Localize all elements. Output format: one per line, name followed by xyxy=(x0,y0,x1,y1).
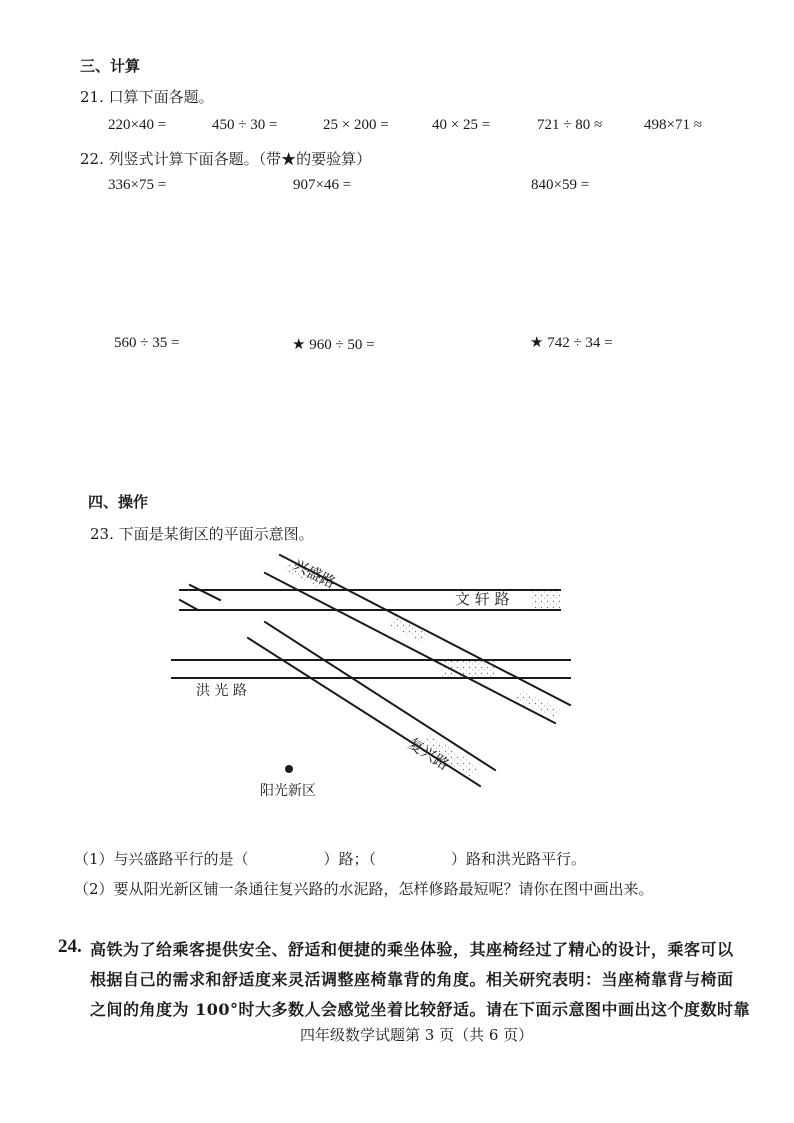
q22-row2-item-2: ★ 960 ÷ 50 = xyxy=(292,337,375,353)
section-three-title: 三、计算 xyxy=(80,57,141,75)
page-footer: 四年级数学试题第 3 页（共 6 页） xyxy=(300,1026,534,1044)
q23-sub1: （1）与兴盛路平行的是（ ）路；（ ）路和洪光路平行。 xyxy=(74,850,587,868)
q24-line-1: 高铁为了给乘客提供安全、舒适和便捷的乘坐体验，其座椅经过了精心的设计，乘客可以 xyxy=(90,940,734,959)
q21-item-3: 25 × 200 = xyxy=(323,117,389,133)
q21-item-4: 40 × 25 = xyxy=(432,117,491,133)
q24-line-2: 根据自己的需求和舒适度来灵活调整座椅靠背的角度。相关研究表明：当座椅靠背与椅面 xyxy=(90,970,734,989)
q22-row2-item-1: 560 ÷ 35 = xyxy=(114,335,180,351)
q22-row1-item-1: 336×75 = xyxy=(108,177,167,193)
road-hongguang xyxy=(172,660,570,678)
q22-prompt: 22. 列竖式计算下面各题。（带★的要验算） xyxy=(80,150,372,168)
q23-sub2: （2）要从阳光新区铺一条通往复兴路的水泥路，怎样修路最短呢？请你在图中画出来。 xyxy=(74,880,654,898)
location-dot xyxy=(285,765,293,773)
q24-line-3: 之间的角度为 100°时大多数人会感觉坐着比较舒适。请在下面示意图中画出这个度数时靠 xyxy=(90,1000,750,1019)
q24-number: 24. xyxy=(58,936,82,957)
q21-item-1: 220×40 = xyxy=(108,117,167,133)
label-xingsheng: 兴盛路 xyxy=(290,555,339,593)
label-hongguang: 洪 光 路 xyxy=(196,683,247,699)
road-left-stub xyxy=(180,585,220,610)
street-map xyxy=(150,540,590,830)
q22-row1-item-2: 907×46 = xyxy=(293,177,352,193)
q21-item-5: 721 ÷ 80 ≈ xyxy=(537,117,603,133)
section-four-title: 四、操作 xyxy=(88,493,149,511)
q22-row2-item-3: ★ 742 ÷ 34 = xyxy=(530,335,613,351)
q21-prompt: 21. 口算下面各题。 xyxy=(80,88,214,106)
q23-prompt: 23. 下面是某街区的平面示意图。 xyxy=(90,525,314,543)
q21-item-6: 498×71 ≈ xyxy=(644,117,702,133)
label-place: 阳光新区 xyxy=(260,783,316,799)
label-wenxuan: 文 轩 路 xyxy=(455,590,510,608)
q21-item-2: 450 ÷ 30 = xyxy=(212,117,278,133)
label-fuxing: 复兴路 xyxy=(404,734,453,774)
q22-row1-item-3: 840×59 = xyxy=(531,177,590,193)
